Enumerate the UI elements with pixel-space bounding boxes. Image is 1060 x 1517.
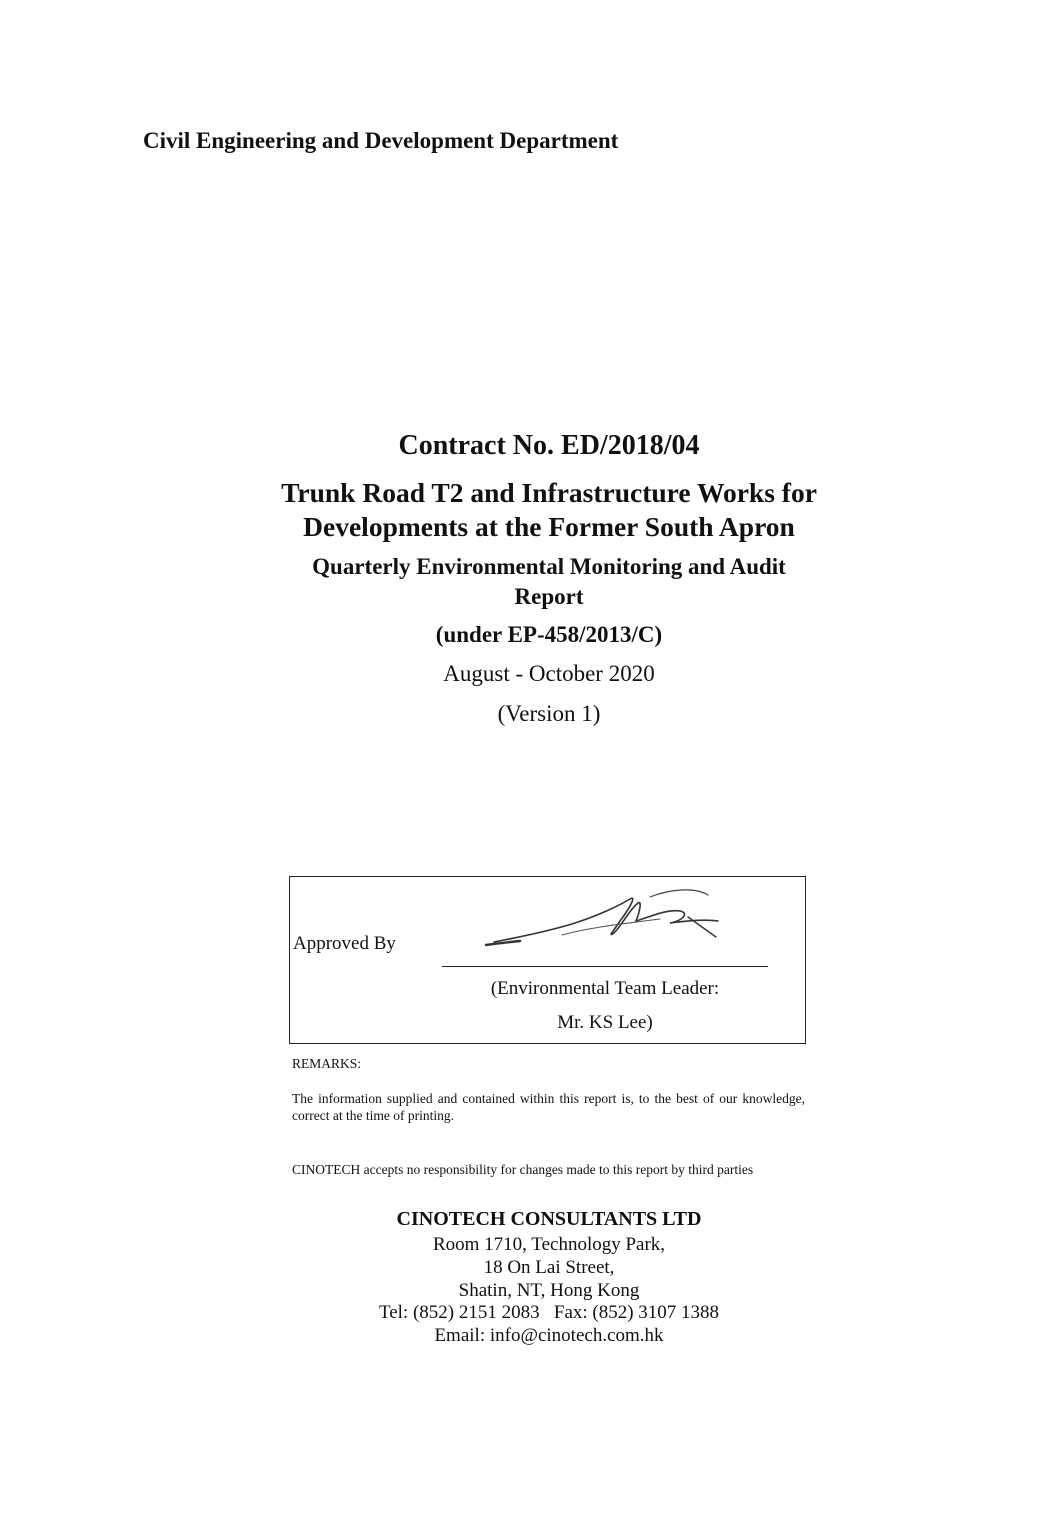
report-subtitle <box>230 552 868 612</box>
company-tel: Tel: (852) 2151 2083 <box>378 1302 540 1323</box>
report-period: August - October 2020 <box>443 661 655 686</box>
report-subtitle-line2: Report <box>514 584 584 609</box>
company-fax: Fax: (852) 3107 1388 <box>553 1302 720 1323</box>
disclaimer-text: CINOTECH accepts no responsibility for changes made to this report by third parties <box>292 1162 754 1177</box>
company-address-line1: Room 1710, Technology Park, <box>432 1234 666 1255</box>
signature-icon <box>480 887 730 952</box>
approved-by-label: Approved By <box>293 933 396 954</box>
report-version: (Version 1) <box>497 701 601 726</box>
report-subtitle-line1: Quarterly Environmental Monitoring and Audit <box>312 554 786 579</box>
company-name: CINOTECH CONSULTANTS LTD <box>396 1208 702 1230</box>
department-name: Civil Engineering and Development Department <box>143 128 619 153</box>
report-title-line1: Trunk Road T2 and Infrastructure Works for <box>281 477 817 508</box>
ep-reference: (under EP-458/2013/C) <box>435 622 663 647</box>
signature-line <box>442 966 768 967</box>
remarks-text: The information supplied and contained within this report is, to the best of our knowledge, correct at the time of printing. <box>292 1091 805 1123</box>
remarks-label: REMARKS: <box>292 1056 362 1071</box>
report-title <box>230 476 868 544</box>
approval-box <box>289 876 806 1044</box>
contract-number: Contract No. ED/2018/04 <box>398 430 700 461</box>
report-title-line2: Developments at the Former South Apron <box>303 511 795 542</box>
company-contact-numbers <box>230 1301 868 1324</box>
approver-role: (Environmental Team Leader: <box>490 978 720 999</box>
company-address-line2: 18 On Lai Street, <box>483 1257 615 1278</box>
approver-name: Mr. KS Lee) <box>557 1012 653 1033</box>
company-email: Email: info@cinotech.com.hk <box>434 1325 664 1346</box>
company-address-line3: Shatin, NT, Hong Kong <box>458 1280 640 1301</box>
